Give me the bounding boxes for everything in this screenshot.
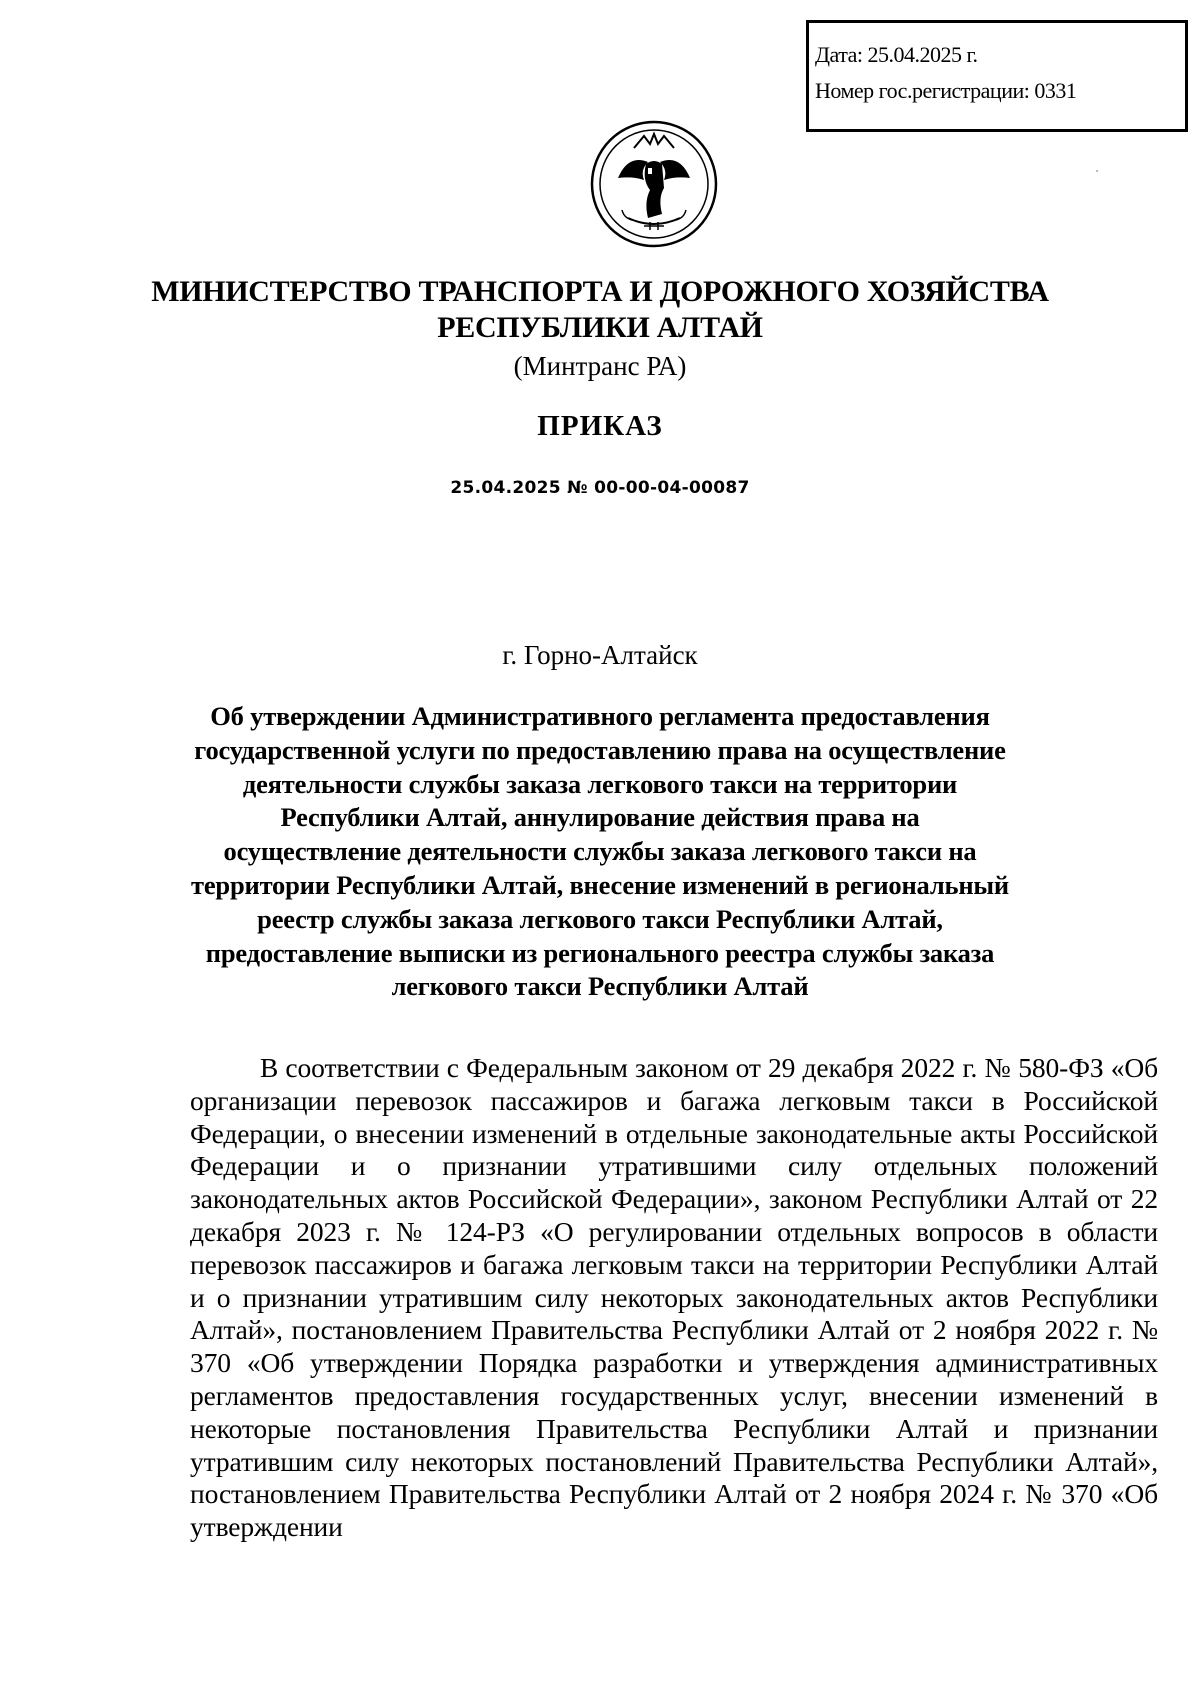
ministry-short-name: (Минтранс РА) <box>513 351 687 381</box>
scan-speck <box>1096 170 1098 172</box>
registration-number: Номер гос.регистрации: 0331 <box>815 78 1077 103</box>
ministry-name: МИНИСТЕРСТВО ТРАНСПОРТА И ДОРОЖНОГО ХОЗЯЙСТВА РЕСПУБЛИКИ АЛТАЙ <box>151 275 1049 344</box>
city: г. Горно-Алтайск <box>502 640 698 670</box>
registration-date: Дата: 25.04.2025 г. <box>815 42 978 67</box>
registration-stamp <box>806 20 1188 132</box>
document-body: В соответствии с Федеральным законом от 29 декабря 2022 г. № 580-ФЗ «Об организации перевозок пассажиров и багажа легковым такси в Российской Федерации, о внесении изменений в отдельные законодательные акты Российской Федерации и о признании утратившими силу отдельных положений законодательных актов Российской Федерации», законом Республики Алтай от 22 декабря 2023 г. № 124-РЗ «О регулировании отдельных вопросов в области перевозок пассажиров и багажа легковым такси на территории Республики Алтай и о признании утратившим силу некоторых законодательных актов Республики Алтай», постановлением Правительства Республики Алтай от 2 ноября 2022 г. № 370 «Об утверждении Порядка разработки и утверждения административных регламентов предоставления государственных услуг, внесении изменений в некоторые постановления Правительства Республики Алтай и признании утратившим силу некоторых постановлений Правительства Республики Алтай», постановлением Правительства Республики Алтай от 2 ноября 2024 г. № 370 «Об утверждении <box>190 1052 1158 1543</box>
coat-of-arms-icon <box>588 118 720 250</box>
document-title: Об утверждении Административного регламента предоставления государственной услуги по предоставлению права на осуществление деятельности службы заказа легкового такси на территории Республики Алтай, аннулирование действия права на осуществление деятельности службы заказа легкового такси на территории Республики Алтай, внесение изменений в региональный реестр службы заказа легкового такси Республики Алтай, предоставление выписки из регионального реестра службы заказа легкового такси Республики Алтай <box>191 701 1009 1002</box>
document-date-number: 25.04.2025 № 00-00-04-00087 <box>450 478 750 498</box>
document-type: ПРИКАЗ <box>537 410 663 442</box>
